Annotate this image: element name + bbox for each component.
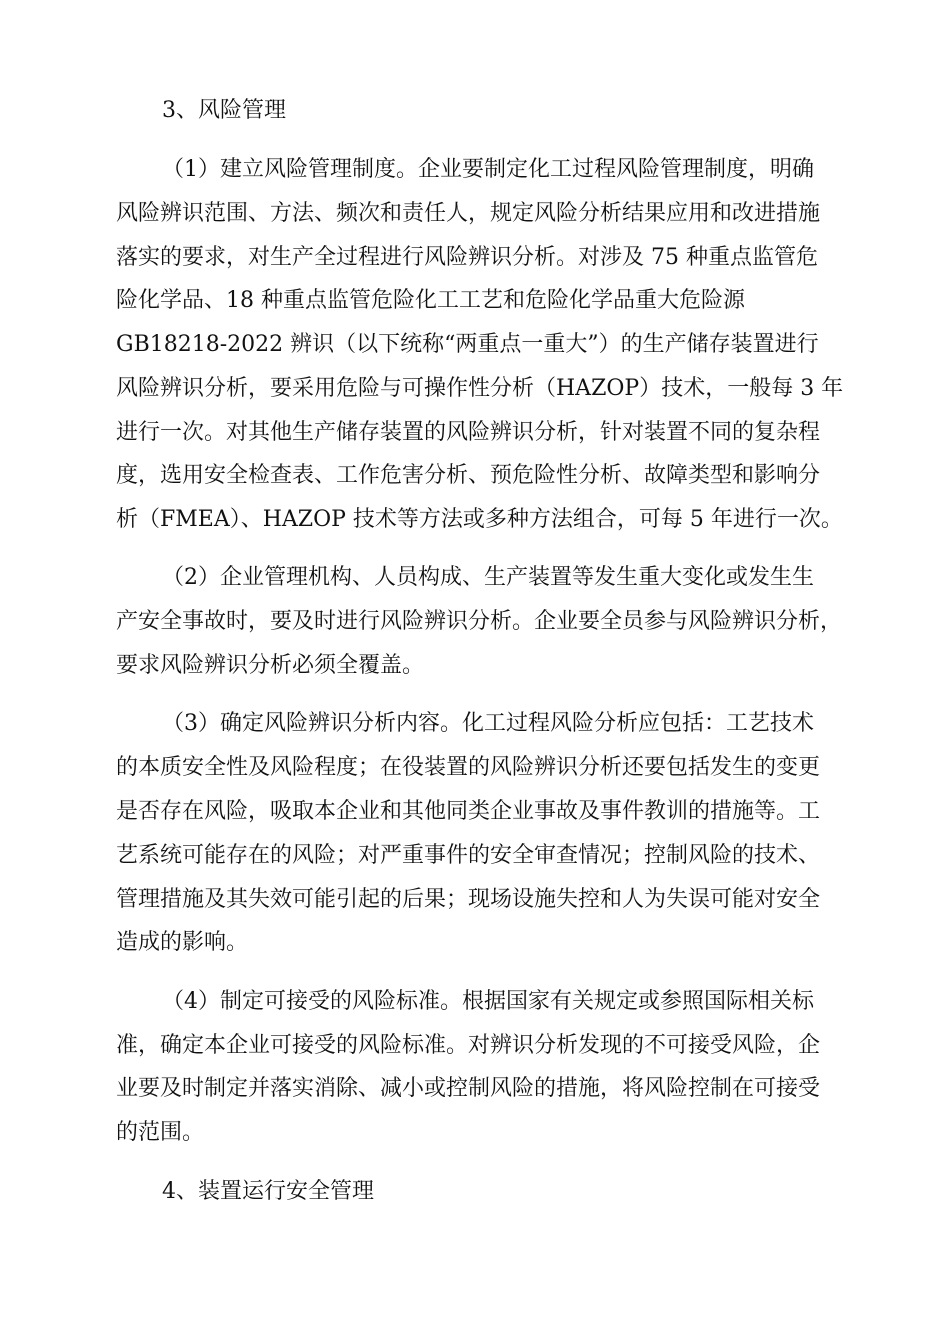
paragraph-1-line-5: GB18218-2022 辨识（以下统称“两重点一重大”）的生产储存装置进行 xyxy=(116,332,819,357)
paragraph-1-line-1: （1）建立风险管理制度。企业要制定化工过程风险管理制度，明确 xyxy=(162,157,814,182)
paragraph-2-line-2: 产安全事故时，要及时进行风险辨识分析。企业要全员参与风险辨识分析， xyxy=(116,609,843,634)
paragraph-2-line-3: 要求风险辨识分析必须全覆盖。 xyxy=(116,653,425,678)
paragraph-3-line-5: 管理措施及其失效可能引起的后果；现场设施失控和人为失误可能对安全 xyxy=(116,887,821,912)
paragraph-2-line-1: （2）企业管理机构、人员构成、生产装置等发生重大变化或发生生 xyxy=(162,565,814,590)
paragraph-3-line-4: 艺系统可能存在的风险；对严重事件的安全审查情况；控制风险的技术、 xyxy=(116,843,821,868)
section-heading-4: 4、装置运行安全管理 xyxy=(162,1179,374,1204)
paragraph-1-line-4: 险化学品、18 种重点监管危险化工工艺和危险化学品重大危险源 xyxy=(116,288,745,313)
paragraph-3-line-6: 造成的影响。 xyxy=(116,930,249,955)
section-heading-3: 3、风险管理 xyxy=(162,98,286,123)
paragraph-4-line-3: 业要及时制定并落实消除、减小或控制风险的措施，将风险控制在可接受 xyxy=(116,1076,821,1101)
paragraph-1-line-3: 落实的要求，对生产全过程进行风险辨识分析。对涉及 75 种重点监管危 xyxy=(116,245,818,270)
paragraph-1-line-7: 进行一次。对其他生产储存装置的风险辨识分析，针对装置不同的复杂程 xyxy=(116,420,821,445)
paragraph-3-line-1: （3）确定风险辨识分析内容。化工过程风险分析应包括：工艺技术 xyxy=(162,711,814,736)
paragraph-1-line-6: 风险辨识分析，要采用危险与可操作性分析（HAZOP）技术，一般每 3 年 xyxy=(116,376,844,401)
paragraph-1-line-8: 度，选用安全检查表、工作危害分析、预危险性分析、故障类型和影响分 xyxy=(116,463,821,488)
paragraph-4-line-2: 准，确定本企业可接受的风险标准。对辨识分析发现的不可接受风险，企 xyxy=(116,1033,821,1058)
paragraph-3-line-2: 的本质安全性及风险程度；在役装置的风险辨识分析还要包括发生的变更 xyxy=(116,755,821,780)
paragraph-4-line-1: （4）制定可接受的风险标准。根据国家有关规定或参照国际相关标 xyxy=(162,989,814,1014)
paragraph-1-line-9: 析（FMEA）、HAZOP 技术等方法或多种方法组合，可每 5 年进行一次。 xyxy=(116,507,843,532)
paragraph-3-line-3: 是否存在风险，吸取本企业和其他同类企业事故及事件教训的措施等。工 xyxy=(116,799,821,824)
paragraph-1-line-2: 风险辨识范围、方法、频次和责任人，规定风险分析结果应用和改进措施 xyxy=(116,201,821,226)
paragraph-4-line-4: 的范围。 xyxy=(116,1120,205,1145)
